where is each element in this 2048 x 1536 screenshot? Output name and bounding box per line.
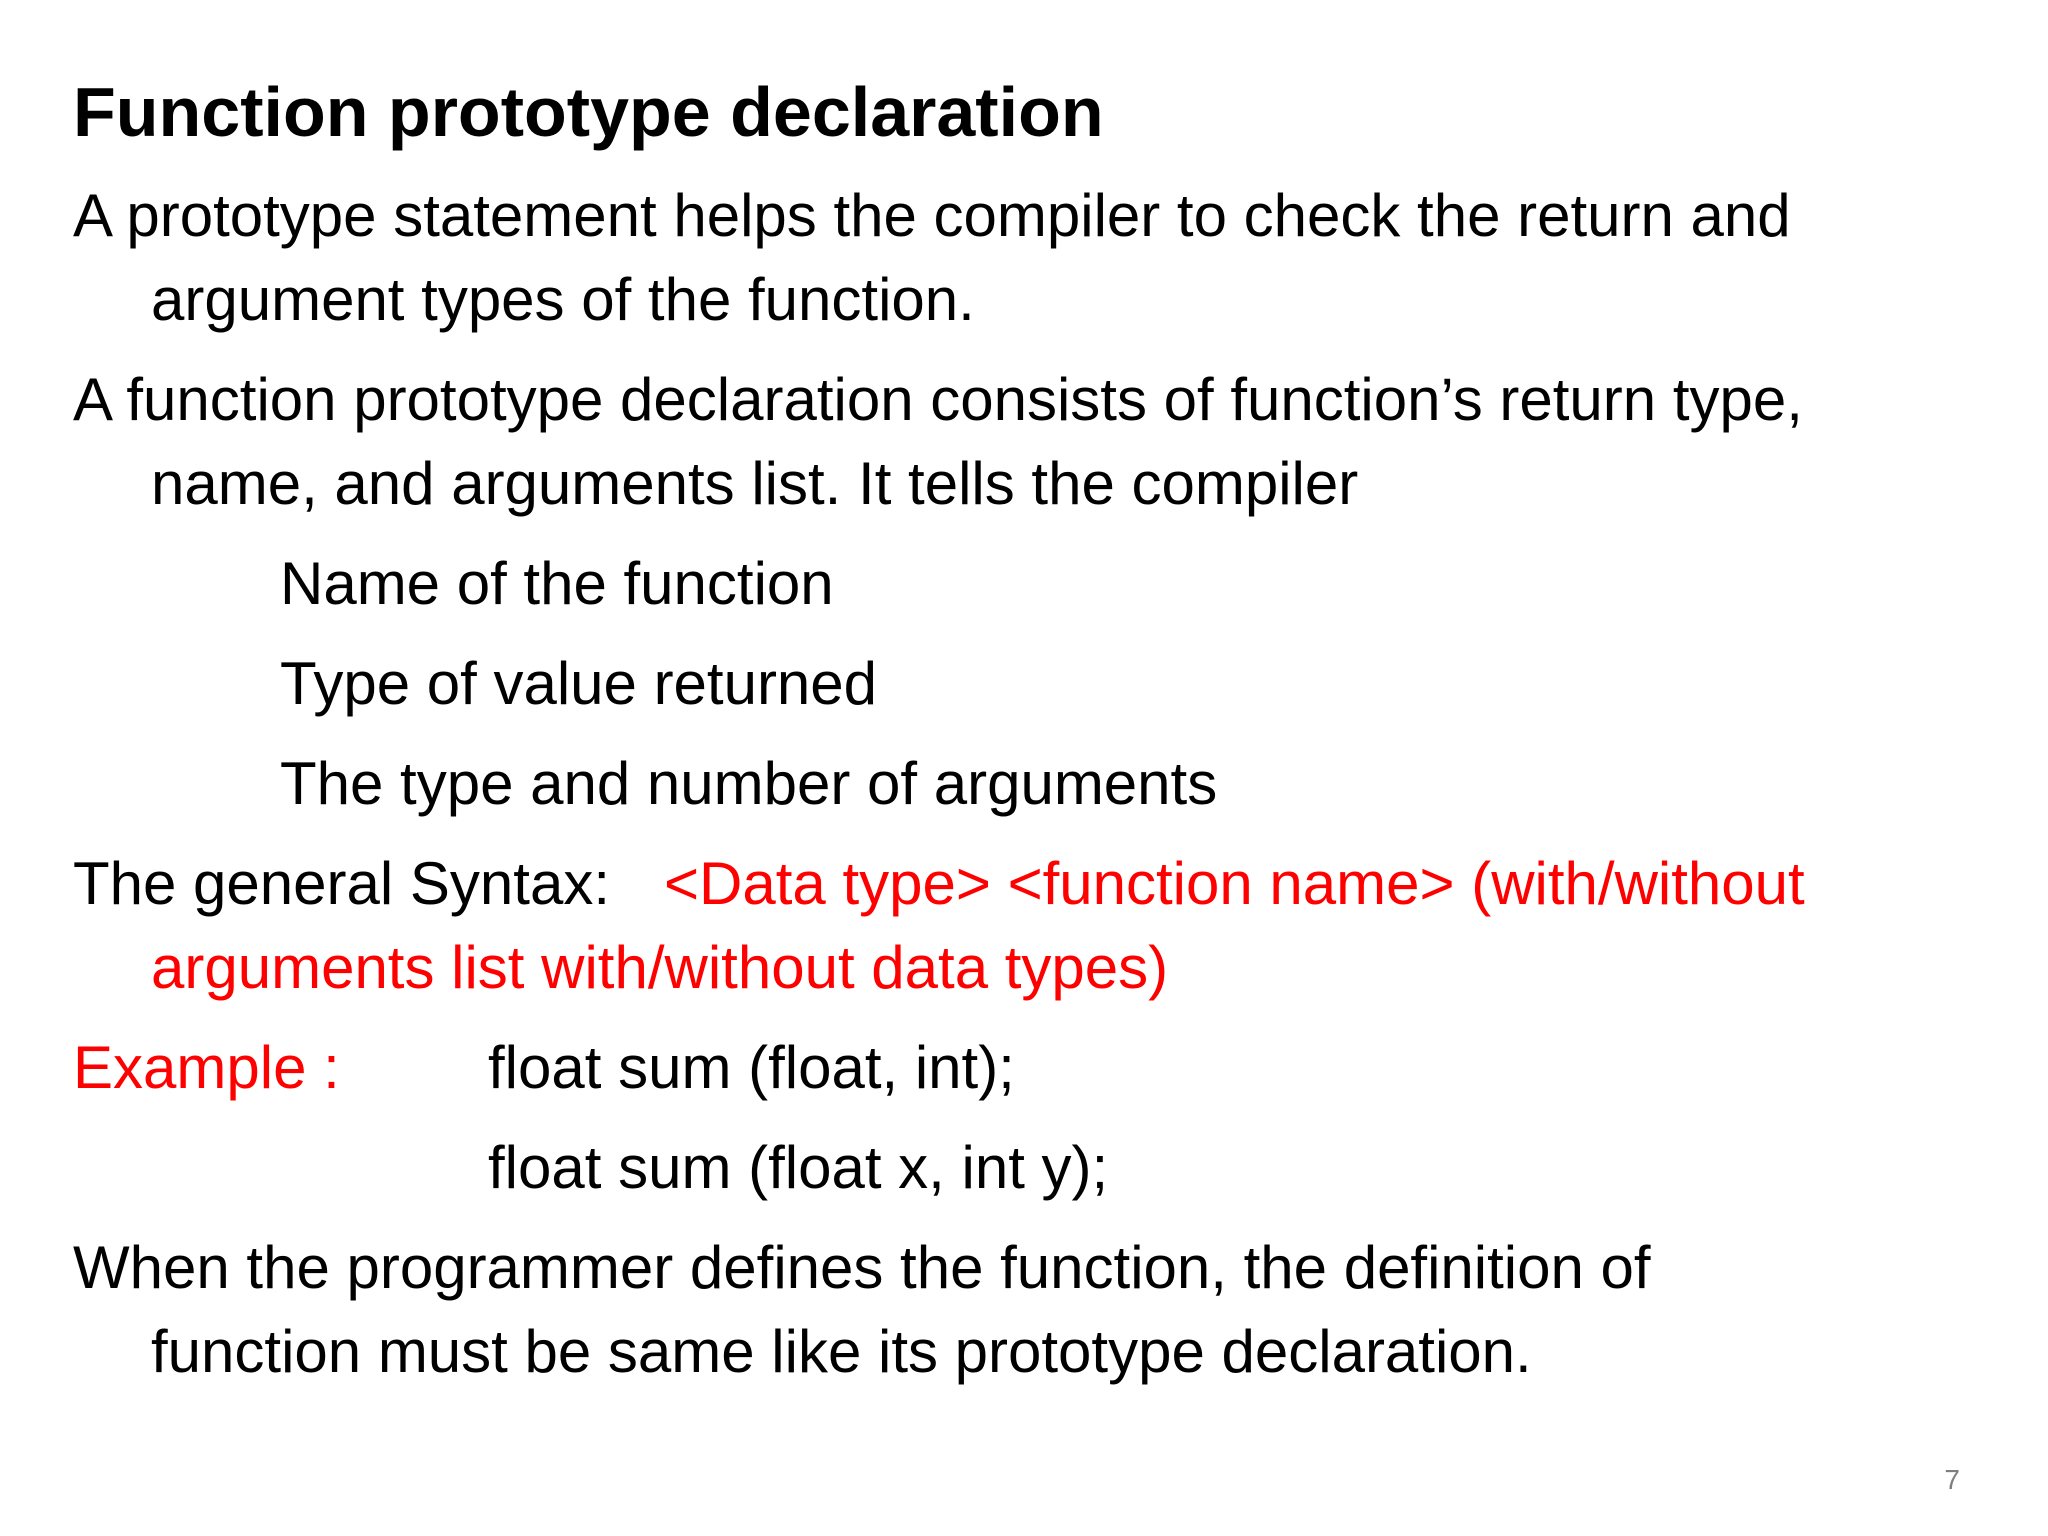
paragraph-2-line-1: A function prototype declaration consists of function’s return type, (73, 366, 1803, 433)
paragraph-3-line-1: When the programmer defines the function, the definition of (73, 1234, 1651, 1301)
slide-title: Function prototype declaration (73, 73, 1104, 151)
paragraph-2-line-2: name, and arguments list. It tells the compiler (151, 450, 1359, 517)
example-code-line: float sum (float, int); (488, 1034, 1015, 1101)
paragraph-1-line-1: A prototype statement helps the compiler to check the return and (73, 182, 1791, 249)
list-item: Name of the function (280, 550, 834, 617)
syntax-value-line-1: <Data type> <function name> (with/without (664, 850, 1805, 917)
paragraph-1-line-2: argument types of the function. (151, 266, 975, 333)
syntax-label: The general Syntax: (73, 850, 610, 917)
list-item: Type of value returned (280, 650, 878, 717)
syntax-value-line-2: arguments list with/without data types) (151, 934, 1169, 1001)
list-item: The type and number of arguments (280, 750, 1218, 817)
paragraph-3-line-2: function must be same like its prototype declaration. (151, 1318, 1532, 1385)
page-number: 7 (1944, 1464, 1960, 1495)
example-label: Example : (73, 1034, 340, 1101)
example-code-line: float sum (float x, int y); (488, 1134, 1109, 1201)
